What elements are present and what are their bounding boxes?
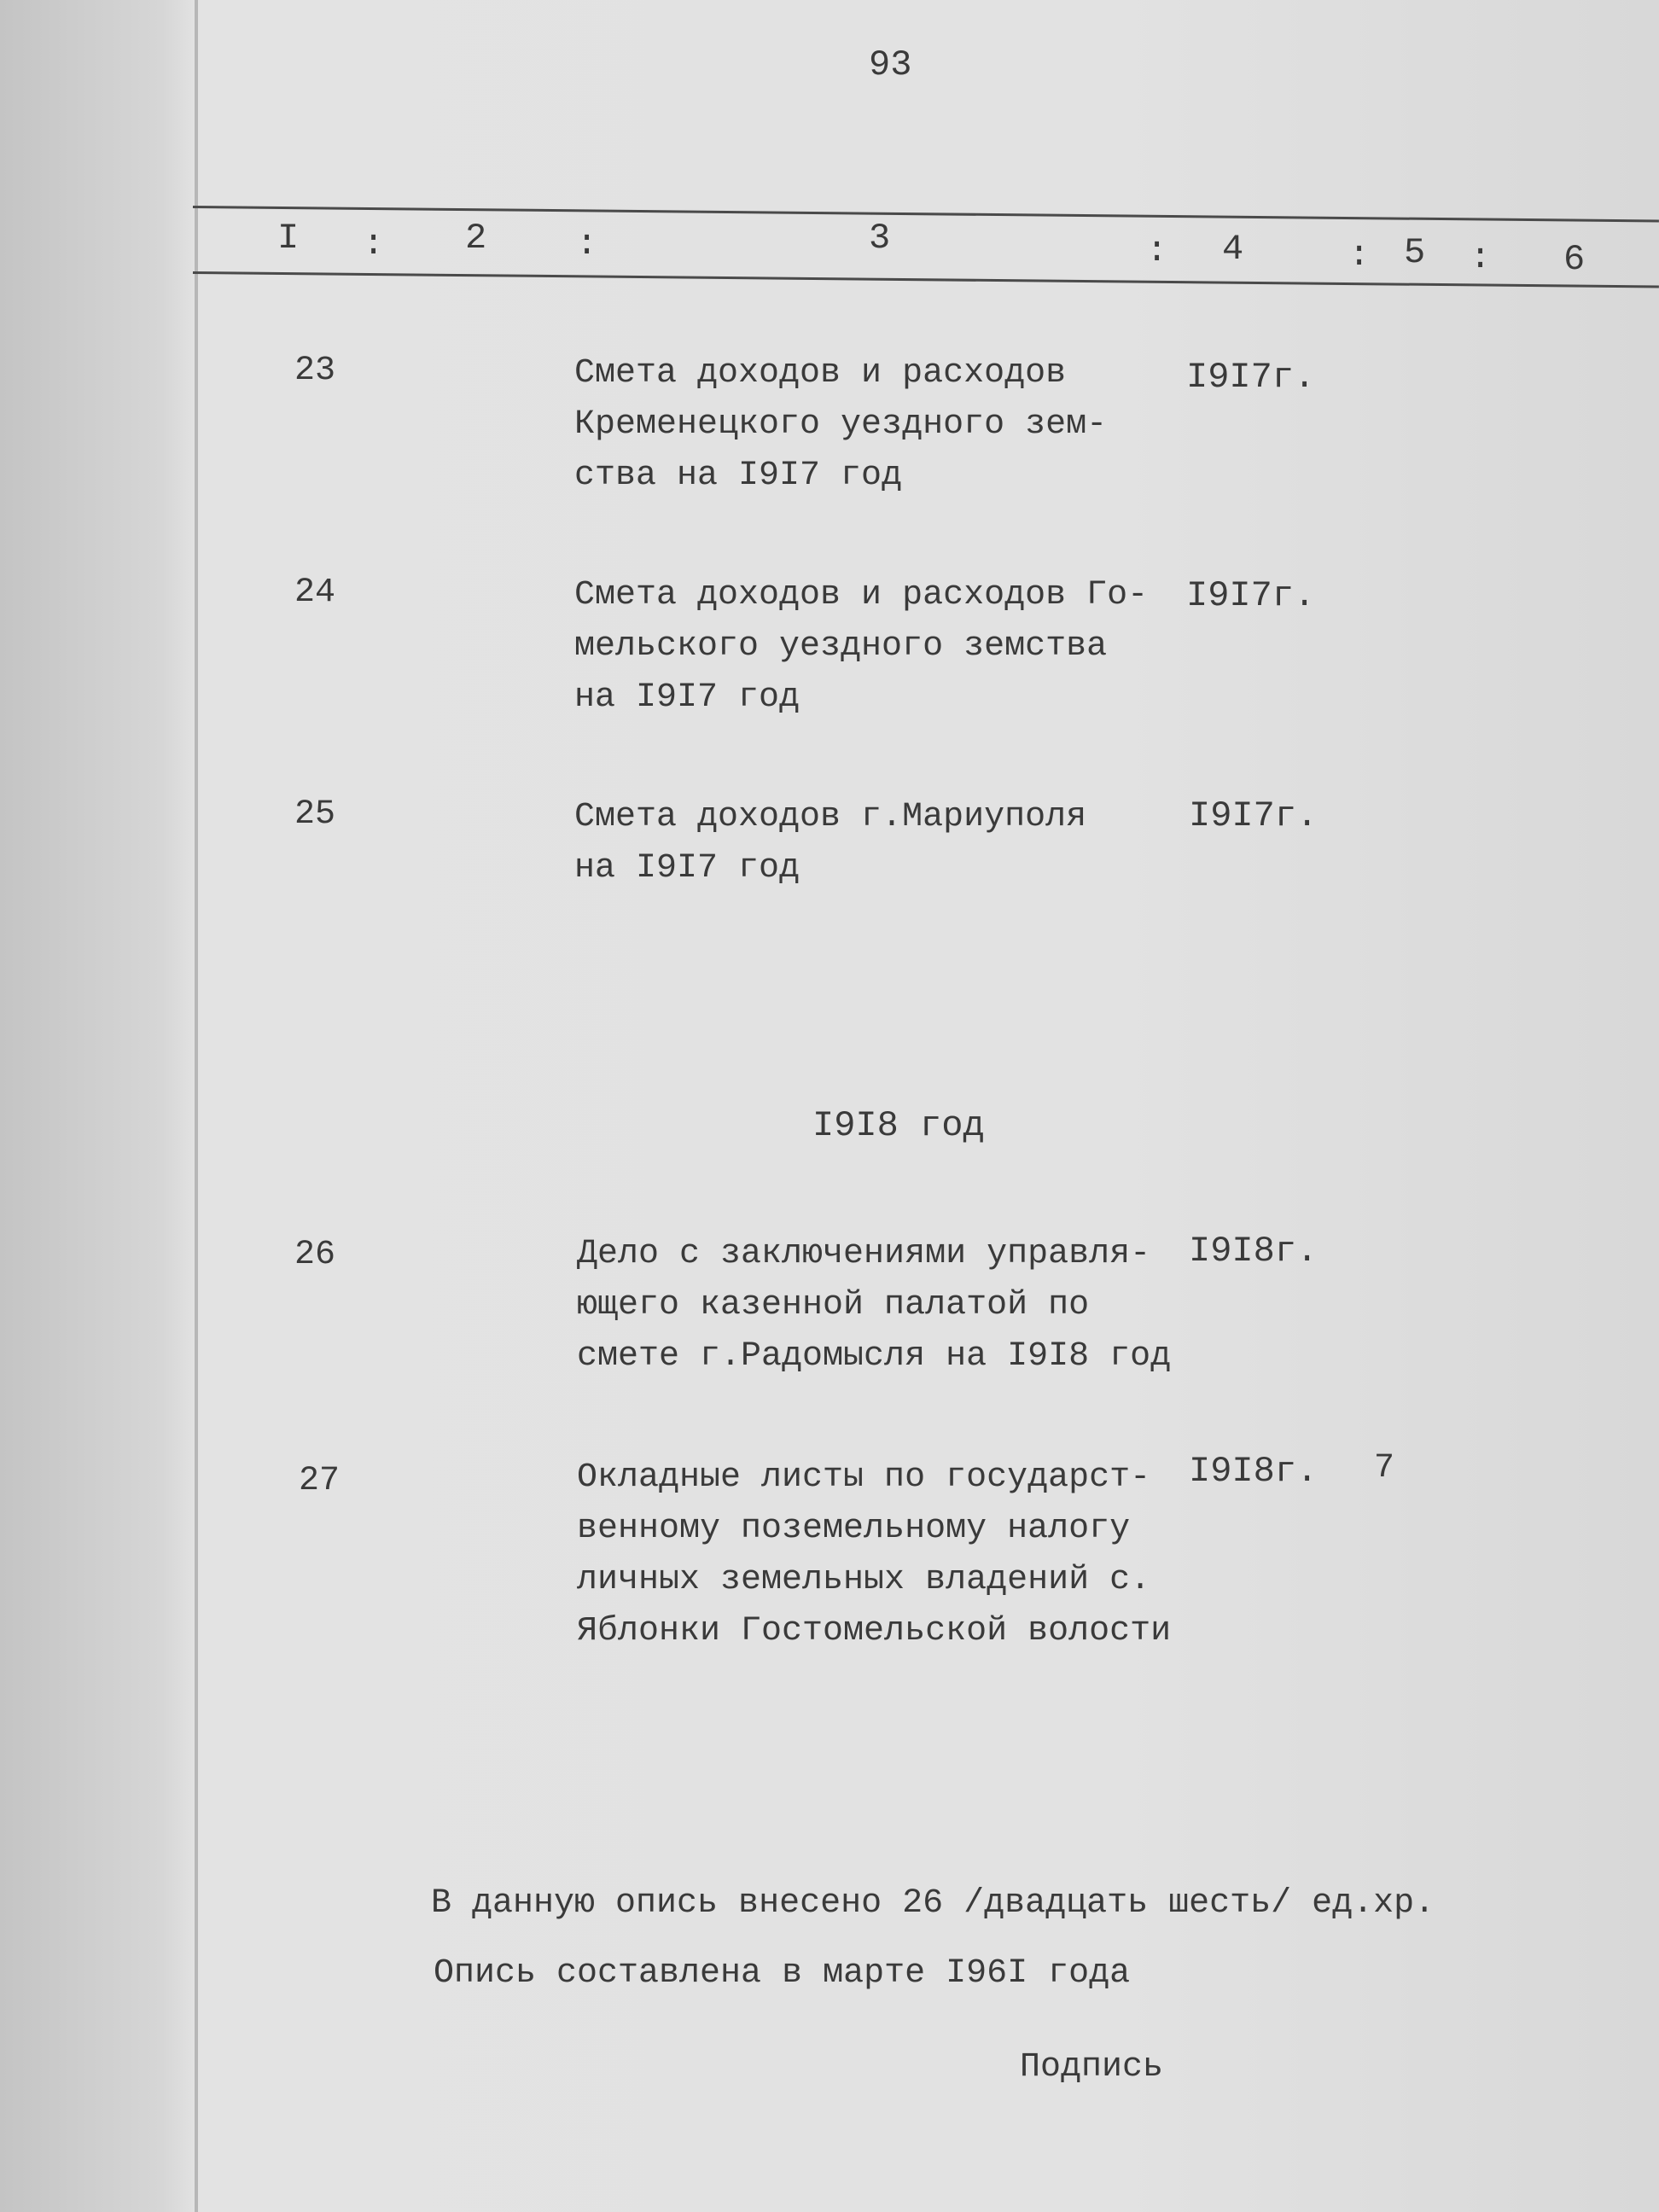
column-separator: :: [1146, 230, 1168, 271]
entry-date: I9I7г.: [1189, 795, 1318, 836]
entry-description: [577, 1229, 1171, 1382]
entry-description: [574, 348, 1107, 502]
column-separator: :: [1348, 235, 1371, 276]
binding-fold: [195, 0, 198, 2212]
entry-date: I9I8г.: [1189, 1231, 1318, 1272]
entry-description-line: смете г.Радомысля на I9I8 год: [577, 1337, 1172, 1376]
column-header-I: I: [277, 218, 300, 259]
table-header-bottom-rule: [193, 271, 1659, 288]
entry-date: I9I7г.: [1186, 575, 1316, 616]
entry-description-line: ства на I9I7 год: [574, 457, 903, 495]
entry-description-line: Смета доходов и расходов: [574, 354, 1067, 393]
entry-description-line: Яблонки Гостомельской волости: [577, 1612, 1172, 1650]
entry-description-line: на I9I7 год: [574, 849, 800, 888]
column-header-3: 3: [869, 218, 891, 259]
entry-description: [574, 792, 1086, 894]
entry-description-line: ющего казенной палатой по: [577, 1286, 1090, 1324]
column-header-5: 5: [1404, 232, 1426, 273]
entry-description-line: венному поземельному налогу: [577, 1510, 1131, 1548]
column-separator: :: [363, 224, 385, 265]
column-separator: :: [1470, 237, 1492, 278]
entry-description: [577, 1452, 1171, 1657]
entry-description-line: Кременецкого уездного зем-: [574, 405, 1108, 444]
entry-number: 27: [299, 1462, 341, 1500]
entry-description-line: мельского уездного земства: [574, 627, 1108, 666]
table-header-top-rule: [193, 206, 1659, 222]
entry-description: [574, 570, 1148, 724]
column-separator: :: [576, 224, 598, 265]
signature-label: Подпись: [1020, 2048, 1164, 2087]
entry-description-line: Окладные листы по государст-: [577, 1458, 1151, 1497]
year-heading: I9I8 год: [812, 1105, 985, 1146]
page-number: 93: [869, 44, 912, 85]
entry-description-line: на I9I7 год: [574, 678, 800, 717]
column-header-4: 4: [1222, 229, 1244, 270]
entry-date: I9I7г.: [1186, 357, 1316, 398]
entry-date: I9I8г.: [1189, 1451, 1318, 1492]
entry-description-line: личных земельных владений с.: [577, 1561, 1151, 1599]
footer-total-line: В данную опись внесено 26 /двадцать шесть/ ед.хр.: [431, 1884, 1435, 1923]
entry-number: 26: [294, 1236, 336, 1274]
entry-sheet-count: 7: [1374, 1449, 1395, 1487]
footer-date-line: Опись составлена в марте I96I года: [434, 1954, 1131, 1993]
column-header-2: 2: [465, 218, 487, 259]
entry-number: 25: [294, 795, 336, 834]
entry-description-line: Дело с заключениями управля-: [577, 1235, 1151, 1273]
entry-description-line: Смета доходов г.Мариуполя: [574, 798, 1087, 836]
entry-number: 23: [294, 352, 336, 390]
column-header-6: 6: [1563, 239, 1586, 280]
entry-number: 24: [294, 573, 336, 612]
entry-description-line: Смета доходов и расходов Го-: [574, 576, 1149, 614]
